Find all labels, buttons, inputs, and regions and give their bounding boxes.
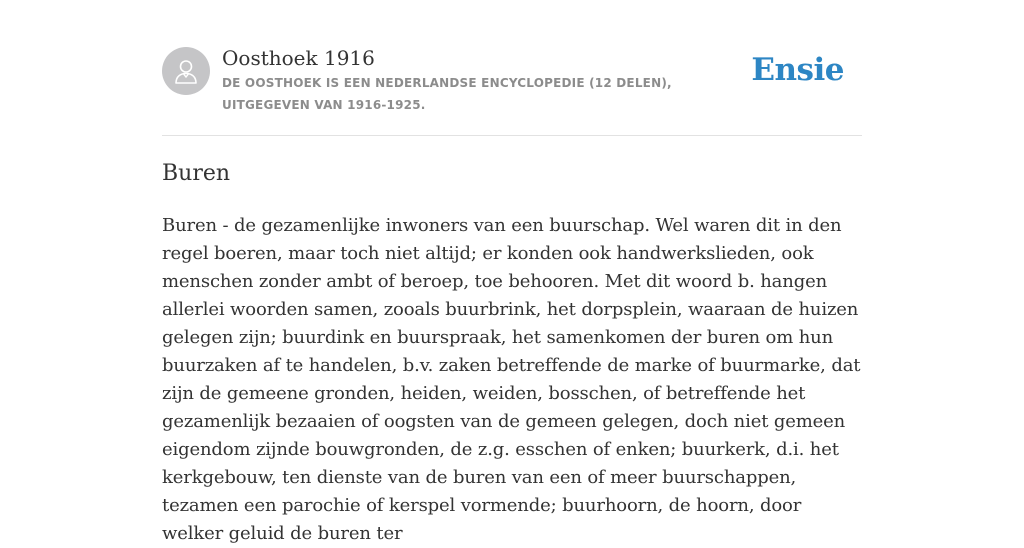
article-title: Buren [162, 161, 231, 186]
ensie-logo-link[interactable]: Ensie [751, 52, 844, 88]
source-description: DE OOSTHOEK IS EEN NEDERLANDSE ENCYCLOPEDIE (12 DELEN), UITGEGEVEN VAN 1916-1925. [222, 76, 672, 112]
article-body: Buren - de gezamenlijke inwoners van een buurschap. Wel waren dit in den regel boeren, maar toch niet altijd; er konden ook handwerkslieden, ook menschen zonder ambt of beroep, toe behooren. Met dit woord b. hangen allerlei woorden samen, zooals buurbrink, het dorpsplein, waaraan de huizen gelegen zijn; buurdink en buurspraak, het samenkomen der buren om hun buurzaken af te handelen, b.v. zaken betreffende de marke of buurmarke, dat zijn de gemeene gronden, heiden, weiden, bosschen, of betreffende het gezamenlijk bezaaien of oogsten van de gemeen gelegen, doch niet gemeen eigendom zijnde bouwgronden, de z.g. esschen of enken; buurkerk, d.i. het kerkgebouw, ten dienste van de buren van een of meer buurschappen, tezamen een parochie of kerspel vormende; buurhoorn, de hoorn, door welker geluid de buren ter [162, 215, 861, 544]
person-outline-icon [171, 56, 201, 86]
header-divider [162, 135, 862, 136]
source-header [162, 46, 862, 118]
source-name[interactable]: Oosthoek 1916 [222, 46, 375, 70]
avatar[interactable] [162, 47, 210, 95]
